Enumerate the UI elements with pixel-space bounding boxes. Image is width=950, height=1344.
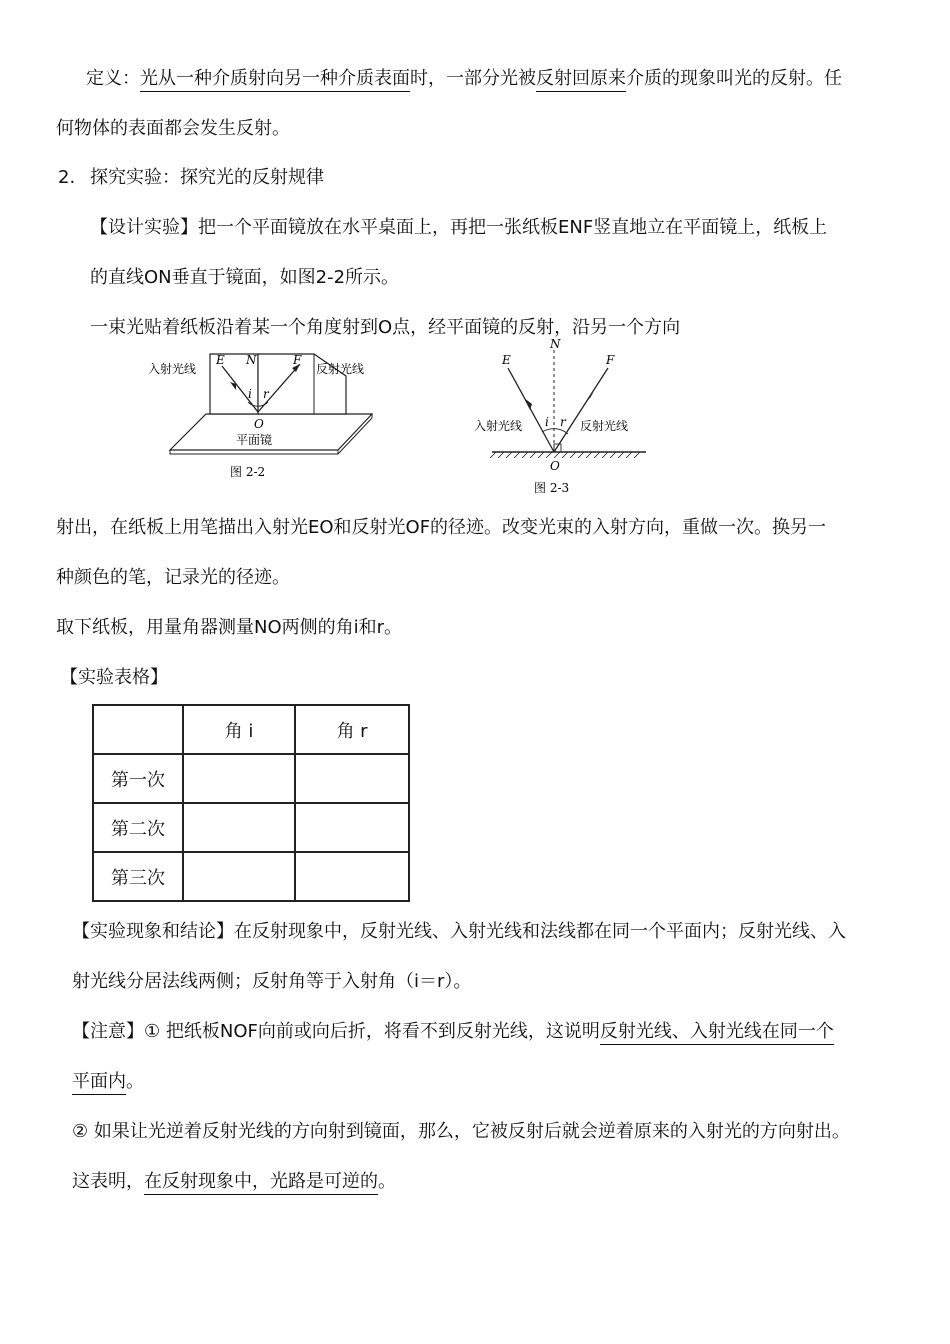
table-heading: 【实验表格】 bbox=[60, 667, 168, 688]
procedure-line-3: 种颜色的笔，记录光的径迹。 bbox=[56, 567, 290, 588]
incident-ray bbox=[508, 368, 554, 452]
table-cell bbox=[183, 754, 295, 803]
fig22-reflected-label: 反射光线 bbox=[316, 362, 365, 376]
definition-blank-1: 光从一种介质射向另一种介质表面 bbox=[140, 68, 410, 92]
reflected-arrow bbox=[584, 392, 594, 404]
design-line-2: 的直线ON垂直于镜面，如图2-2所示。 bbox=[90, 267, 400, 288]
table-header-row bbox=[93, 705, 409, 754]
conclusion-line-1: 【实验现象和结论】在反射现象中，反射光线、入射光线和法线都在同一个平面内；反射光线、入 bbox=[72, 921, 846, 942]
section-2-heading bbox=[58, 166, 324, 190]
fig22-mirror-label: 平面镜 bbox=[236, 433, 273, 447]
definition-line-1 bbox=[86, 67, 842, 91]
note-2-end: 。 bbox=[378, 1171, 396, 1192]
fig23-caption: 图 2-3 bbox=[534, 481, 570, 495]
table-cell bbox=[295, 754, 409, 803]
fig23-label-i: i bbox=[545, 415, 549, 429]
note-1-line-1 bbox=[72, 1020, 834, 1044]
note-2-line-2 bbox=[72, 1170, 396, 1194]
fig22-label-i: i bbox=[248, 387, 252, 401]
incident-arrow bbox=[524, 398, 532, 410]
table-cell bbox=[295, 803, 409, 852]
reflected-ray bbox=[554, 368, 608, 452]
fig22-incident-label: 入射光线 bbox=[148, 362, 197, 376]
definition-line-2: 何物体的表面都会发生反射。 bbox=[56, 118, 290, 139]
table-header-cell: 角 i bbox=[183, 705, 295, 754]
note-1-line-2 bbox=[72, 1070, 144, 1094]
experiment-table bbox=[92, 704, 410, 902]
table-row bbox=[93, 852, 409, 901]
fig22-label-F: F bbox=[293, 353, 302, 367]
fig22-label-r: r bbox=[263, 387, 269, 401]
fig23-label-E: E bbox=[502, 353, 511, 367]
table-cell bbox=[183, 852, 295, 901]
table-header-cell bbox=[93, 705, 183, 754]
fig23-label-r: r bbox=[560, 415, 566, 429]
table-header-cell: 角 r bbox=[295, 705, 409, 754]
note-1-prefix: 【注意】① 把纸板NOF向前或向后折，将看不到反射光线，这说明 bbox=[72, 1021, 600, 1042]
definition-mid: 时，一部分光被 bbox=[410, 68, 536, 89]
design-line-1: 【设计实验】把一个平面镜放在水平桌面上，再把一张纸板ENF竖直地立在平面镜上，纸板上 bbox=[90, 217, 828, 238]
note-2-line-1: ② 如果让光逆着反射光线的方向射到镜面，那么，它被反射后就会逆着原来的入射光的方向射出。 bbox=[72, 1121, 850, 1142]
procedure-line-4: 取下纸板，用量角器测量NO两侧的角i和r。 bbox=[56, 617, 403, 638]
note-1-end: 。 bbox=[126, 1071, 144, 1092]
section-2-title: 探究实验：探究光的反射规律 bbox=[90, 167, 324, 188]
fig23-reflected-label: 反射光线 bbox=[580, 419, 629, 433]
fig23-label-F: F bbox=[606, 353, 615, 367]
figure-2-2 bbox=[140, 340, 400, 490]
fig22-label-N: N bbox=[246, 353, 257, 367]
table-cell bbox=[183, 803, 295, 852]
table-row bbox=[93, 803, 409, 852]
fig22-label-O: O bbox=[254, 417, 264, 431]
mirror-edge-side bbox=[338, 418, 372, 454]
definition-blank-2: 反射回原来 bbox=[536, 68, 626, 92]
procedure-line-1: 一束光贴着纸板沿着某一个角度射到O点，经平面镜的反射，沿另一个方向 bbox=[90, 317, 681, 338]
table-cell: 第一次 bbox=[93, 754, 183, 803]
definition-tail: 介质的现象叫光的反射。任 bbox=[626, 68, 842, 89]
table-cell: 第二次 bbox=[93, 803, 183, 852]
definition-prefix: 定义： bbox=[86, 68, 140, 89]
note-1-blank: 反射光线、入射光线在同一个 bbox=[600, 1021, 834, 1045]
fig23-label-N: N bbox=[550, 337, 561, 351]
mirror-edge bbox=[170, 450, 338, 454]
table-cell: 第三次 bbox=[93, 852, 183, 901]
fig23-label-O: O bbox=[550, 459, 560, 473]
note-2-prefix: 这表明， bbox=[72, 1171, 144, 1192]
procedure-line-2: 射出，在纸板上用笔描出入射光EO和反射光OF的径迹。改变光束的入射方向，重做一次。换另一 bbox=[56, 517, 827, 538]
note-1-blank-cont: 平面内 bbox=[72, 1071, 126, 1095]
figure-2-3 bbox=[468, 336, 668, 500]
conclusion-line-2: 射光线分居法线两侧；反射角等于入射角（i＝r）。 bbox=[72, 971, 472, 992]
note-2-blank: 在反射现象中，光路是可逆的 bbox=[144, 1171, 378, 1195]
mirror-hatching bbox=[490, 452, 640, 458]
section-2-number: 2. bbox=[58, 167, 76, 188]
angle-arc bbox=[542, 429, 568, 434]
table-row bbox=[93, 754, 409, 803]
fig22-caption: 图 2-2 bbox=[230, 465, 266, 479]
table-cell bbox=[295, 852, 409, 901]
fig23-incident-label: 入射光线 bbox=[474, 419, 523, 433]
fig22-label-E: E bbox=[216, 353, 225, 367]
